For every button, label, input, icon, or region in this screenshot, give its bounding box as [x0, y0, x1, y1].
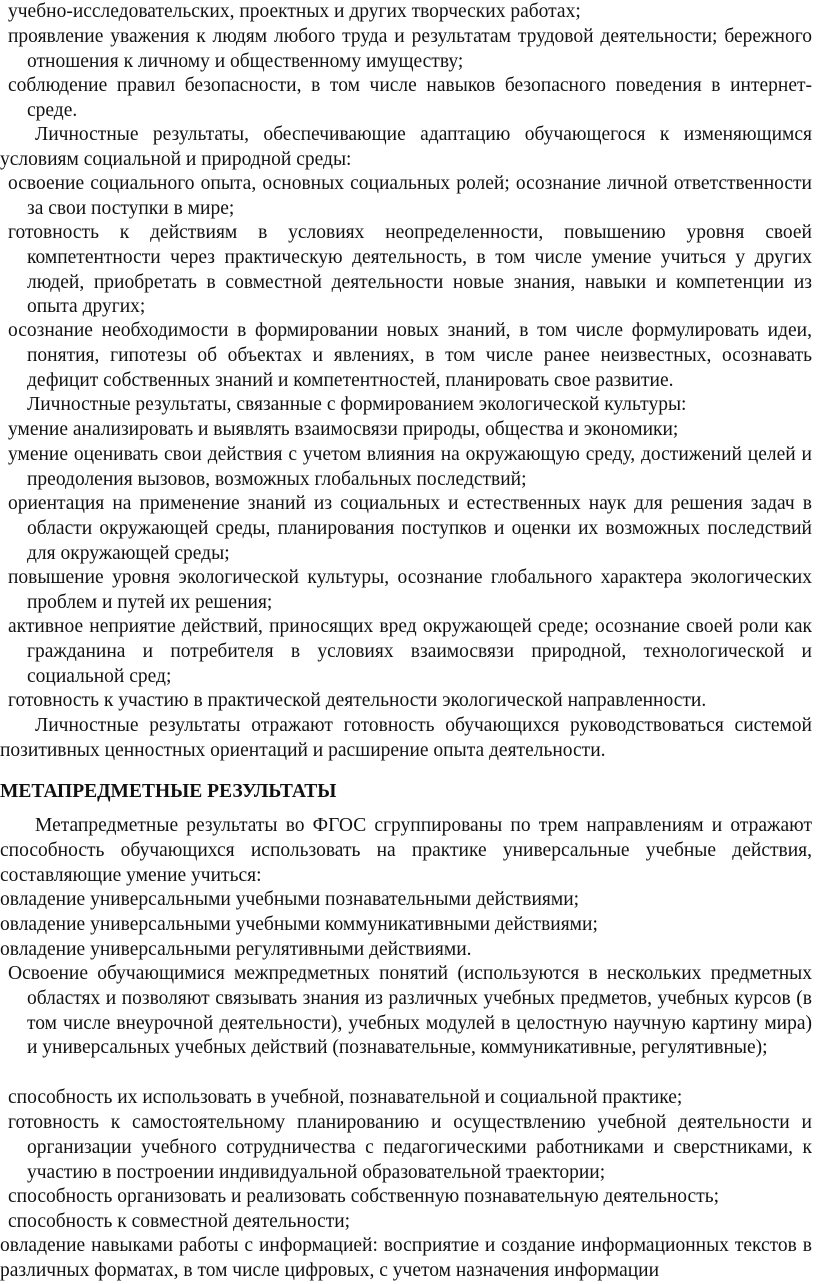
paragraph: умение анализировать и выявлять взаимосвязи природы, общества и экономики;	[8, 419, 679, 440]
paragraph: способность организовать и реализовать собственную познавательную деятельность;	[8, 1186, 720, 1207]
paragraph: ориентация на применение знаний из социальных и естественных наук для решения задач в области окружающей среды, планирования поступков и оценки их возможных последствий для окружающей среды;	[8, 493, 812, 564]
paragraph: проявление уважения к людям любого труда и результатам трудовой деятельности; бережного отношения к личному и общественному имуществу;	[8, 26, 812, 72]
section-heading: МЕТАПРЕДМЕТНЫЕ РЕЗУЛЬТАТЫ	[0, 781, 337, 802]
paragraph: овладение универсальными учебными коммуникативными действиями;	[0, 914, 598, 935]
paragraph: учебно-исследовательских, проектных и других творческих работах;	[8, 1, 581, 22]
paragraph: соблюдение правил безопасности, в том числе навыков безопасного поведения в интернет-среде.	[8, 75, 812, 121]
paragraph: Метапредметные результаты во ФГОС сгруппированы по трем направлениям и отражают способность обучающихся использовать на практике универсальные учебные действия, составляющие умение учиться:	[0, 815, 812, 886]
paragraph: умение оценивать свои действия с учетом влияния на окружающую среду, достижений целей и преодоления вызовов, возможных глобальных последствий;	[8, 444, 812, 490]
paragraph: освоение социального опыта, основных социальных ролей; осознание личной ответственности за свои поступки в мире;	[8, 173, 812, 219]
paragraph: готовность к действиям в условиях неопределенности, повышению уровня своей компетентности через практическую деятельность, в том числе умение учиться у других людей, приобретать в совместной деятельности новые знания, навыки и компетенции из опыта других;	[8, 222, 812, 318]
paragraph: готовность к самостоятельному планированию и осуществлению учебной деятельности и организации учебного сотрудничества с педагогическими работниками и сверстниками, к участию в построении индивидуальной образовательной траектории;	[8, 1112, 812, 1183]
paragraph: овладение навыками работы с информацией: восприятие и создание информационных текстов в различных форматах, в том числе цифровых, с учетом назначения информации	[0, 1235, 812, 1281]
paragraph: Освоение обучающимися межпредметных понятий (используются в нескольких предметных областях и позволяют связывать знания из различных учебных предметов, учебных курсов (в том числе внеурочной деятельности), учебных модулей в целостную научную картину мира) и универсальных учебных действий (познавательные, коммуникативные, регулятивные);	[8, 963, 812, 1059]
paragraph: способность их использовать в учебной, познавательной и социальной практике;	[8, 1087, 683, 1108]
paragraph: Личностные результаты, связанные с формированием экологической культуры:	[27, 394, 687, 415]
paragraph: овладение универсальными регулятивными действиями.	[0, 939, 472, 960]
paragraph: осознание необходимости в формировании новых знаний, в том числе формулировать идеи, понятия, гипотезы об объектах и явлениях, в том числе ранее неизвестных, осознавать дефицит собственных знаний и компетентностей, планировать свое развитие.	[8, 320, 812, 391]
paragraph: Личностные результаты отражают готовность обучающихся руководствоваться системой позитивных ценностных ориентаций и расширение опыта деятельности.	[0, 715, 812, 761]
paragraph: Личностные результаты, обеспечивающие адаптацию обучающегося к изменяющимся условиям социальной и природной среды:	[0, 124, 812, 170]
paragraph: готовность к участию в практической деятельности экологической направленности.	[8, 690, 707, 711]
paragraph: способность к совместной деятельности;	[8, 1211, 351, 1232]
paragraph: повышение уровня экологической культуры, осознание глобального характера экологических проблем и путей их решения;	[8, 567, 812, 613]
paragraph: активное неприятие действий, приносящих вред окружающей среде; осознание своей роли как гражданина и потребителя в условиях взаимосвязи природной, технологической и социальной сред;	[8, 616, 812, 687]
paragraph: овладение универсальными учебными познавательными действиями;	[0, 889, 580, 910]
